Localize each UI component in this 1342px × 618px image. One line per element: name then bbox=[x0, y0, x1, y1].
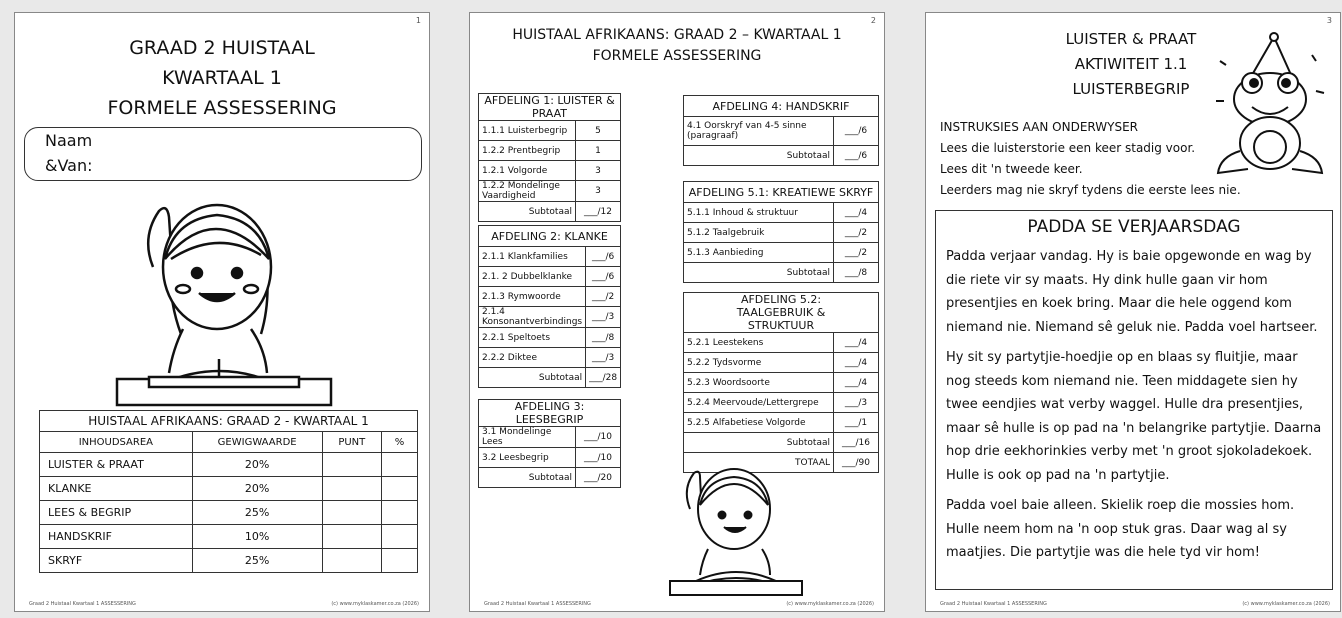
column-header: % bbox=[382, 432, 418, 453]
subtotal-label: Subtotaal bbox=[684, 263, 834, 283]
item-mark[interactable]: ___/6 bbox=[834, 117, 879, 146]
table-row bbox=[479, 161, 621, 181]
item-mark[interactable]: ___/3 bbox=[834, 393, 879, 413]
section-heading: AFDELING 2: KLANKE bbox=[479, 226, 621, 247]
subtotal-label: Subtotaal bbox=[684, 433, 834, 453]
assessment-section bbox=[683, 95, 879, 166]
footer-left: Graad 2 Huistaal Kwartaal 1 ASSESSERING bbox=[29, 601, 136, 607]
item-mark[interactable]: ___/3 bbox=[586, 348, 621, 368]
subtotal-row bbox=[479, 368, 621, 388]
subtotal-row bbox=[684, 433, 879, 453]
item-label: 2.1.1 Klankfamilies bbox=[479, 247, 586, 267]
mark-cell[interactable] bbox=[322, 477, 381, 501]
page-title bbox=[470, 25, 884, 67]
table-row bbox=[479, 267, 621, 287]
assessment-section bbox=[683, 292, 879, 473]
section-heading: AFDELING 1: LUISTER & PRAAT bbox=[479, 94, 621, 121]
section-heading: AFDELING 5.1: KREATIEWE SKRYF bbox=[684, 182, 879, 203]
section-heading: AFDELING 5.2: TAALGEBRUIK & STRUKTUUR bbox=[684, 293, 879, 333]
table-row bbox=[479, 427, 621, 448]
footer-right: (c) www.myklaskamer.co.za (2026) bbox=[786, 601, 874, 607]
story-paragraph: Padda voel baie alleen. Skielik roep die mossies hom. Hulle neem hom na 'n oop stuk gras. Daar wag al sy maatjies. Die partytjie was die hele tyd vir hom! bbox=[946, 498, 1295, 560]
table-row bbox=[684, 413, 879, 433]
summary-table-title: HUISTAAL AFRIKAANS: GRAAD 2 - KWARTAAL 1 bbox=[40, 411, 418, 432]
item-label: 3.2 Leesbegrip bbox=[479, 448, 576, 468]
table-row bbox=[479, 141, 621, 161]
item-label: 4.1 Oorskryf van 4-5 sinne (paragraaf) bbox=[684, 117, 834, 146]
item-label: 1.2.1 Volgorde bbox=[479, 161, 576, 181]
page-3 bbox=[925, 12, 1341, 612]
title-line: AKTIWITEIT 1.1 bbox=[1074, 55, 1188, 73]
item-mark[interactable]: ___/2 bbox=[834, 223, 879, 243]
item-mark[interactable]: ___/4 bbox=[834, 333, 879, 353]
subtotal-label: Subtotaal bbox=[684, 146, 834, 166]
total-label: TOTAAL bbox=[684, 453, 834, 473]
table-row bbox=[40, 525, 418, 549]
subtotal-mark[interactable]: ___/8 bbox=[834, 263, 879, 283]
item-mark[interactable]: 3 bbox=[576, 181, 621, 202]
table-row bbox=[479, 328, 621, 348]
total-mark[interactable]: ___/90 bbox=[834, 453, 879, 473]
subtotal-mark[interactable]: ___/16 bbox=[834, 433, 879, 453]
footer-right: (c) www.myklaskamer.co.za (2026) bbox=[1242, 601, 1330, 607]
page-number: 2 bbox=[870, 16, 876, 25]
name-field-box[interactable] bbox=[24, 127, 422, 181]
item-mark[interactable]: ___/2 bbox=[834, 243, 879, 263]
title-line: GRAAD 2 HUISTAAL bbox=[129, 37, 315, 59]
subtotal-mark[interactable]: ___/28 bbox=[586, 368, 621, 388]
item-mark[interactable]: ___/8 bbox=[586, 328, 621, 348]
area-cell: LEES & BEGRIP bbox=[40, 501, 193, 525]
item-mark[interactable]: ___/6 bbox=[586, 247, 621, 267]
footer-left: Graad 2 Huistaal Kwartaal 1 ASSESSERING bbox=[484, 601, 591, 607]
table-row bbox=[479, 181, 621, 202]
table-row bbox=[40, 453, 418, 477]
assessment-section bbox=[478, 225, 621, 388]
item-mark[interactable]: 3 bbox=[576, 161, 621, 181]
surname-label: &Van: bbox=[45, 156, 93, 175]
column-header: PUNT bbox=[322, 432, 381, 453]
section-heading: AFDELING 4: HANDSKRIF bbox=[684, 96, 879, 117]
subtotal-mark[interactable]: ___/12 bbox=[576, 202, 621, 222]
item-mark[interactable]: ___/4 bbox=[834, 203, 879, 223]
table-row bbox=[479, 287, 621, 307]
item-label: 1.2.2 Mondelinge Vaardigheid bbox=[479, 181, 576, 202]
section-table bbox=[683, 292, 879, 473]
table-row bbox=[479, 121, 621, 141]
page-2 bbox=[469, 12, 885, 612]
section-table bbox=[683, 181, 879, 283]
section-table bbox=[478, 225, 621, 388]
subtotal-row bbox=[684, 146, 879, 166]
assessment-section bbox=[478, 93, 621, 222]
subtotal-mark[interactable]: ___/6 bbox=[834, 146, 879, 166]
mark-cell[interactable] bbox=[322, 549, 381, 573]
item-mark[interactable]: ___/10 bbox=[576, 448, 621, 468]
table-row bbox=[40, 549, 418, 573]
area-cell: KLANKE bbox=[40, 477, 193, 501]
table-row bbox=[40, 501, 418, 525]
subtotal-row bbox=[684, 263, 879, 283]
table-row bbox=[479, 348, 621, 368]
table-row bbox=[684, 243, 879, 263]
item-mark[interactable]: ___/4 bbox=[834, 353, 879, 373]
table-row bbox=[684, 353, 879, 373]
item-mark[interactable]: ___/3 bbox=[586, 307, 621, 328]
item-mark[interactable]: ___/4 bbox=[834, 373, 879, 393]
item-label: 5.2.2 Tydsvorme bbox=[684, 353, 834, 373]
item-label: 3.1 Mondelinge Lees bbox=[479, 427, 576, 448]
item-label: 5.2.1 Leestekens bbox=[684, 333, 834, 353]
weight-cell: 25% bbox=[192, 549, 322, 573]
item-label: 2.2.1 Speltoets bbox=[479, 328, 586, 348]
title-line: FORMELE ASSESSERING bbox=[107, 97, 337, 119]
table-row bbox=[684, 333, 879, 353]
area-cell: LUISTER & PRAAT bbox=[40, 453, 193, 477]
percent-cell[interactable] bbox=[382, 453, 418, 477]
instruction-line: Lees die luisterstorie een keer stadig voor. bbox=[940, 141, 1196, 155]
weight-cell: 20% bbox=[192, 453, 322, 477]
item-label: 1.2.2 Prentbegrip bbox=[479, 141, 576, 161]
teacher-instructions bbox=[940, 117, 1241, 201]
story-paragraph: Padda verjaar vandag. Hy is baie opgewonde en wag by die riete vir sy maats. Hy dink hulle gaan vir hom presentjies en koek bring. Maar die hele oggend kom niemand nie. Niemand sê geluk nie. Padda voel hartseer. bbox=[946, 249, 1318, 335]
item-label: 2.1. 2 Dubbelklanke bbox=[479, 267, 586, 287]
section-table bbox=[478, 399, 621, 488]
table-row bbox=[684, 223, 879, 243]
item-label: 2.1.4 Konsonantverbindings bbox=[479, 307, 586, 328]
item-label: 5.2.4 Meervoude/Lettergrepe bbox=[684, 393, 834, 413]
section-heading: AFDELING 3: LEESBEGRIP bbox=[479, 400, 621, 427]
table-row bbox=[684, 393, 879, 413]
table-row bbox=[684, 373, 879, 393]
mark-cell[interactable] bbox=[322, 453, 381, 477]
page-number: 3 bbox=[1326, 16, 1332, 25]
mark-cell[interactable] bbox=[322, 525, 381, 549]
party-hat bbox=[1252, 37, 1292, 77]
percent-cell[interactable] bbox=[382, 525, 418, 549]
instructions-heading: INSTRUKSIES AAN ONDERWYSER bbox=[940, 120, 1138, 134]
item-label: 2.2.2 Diktee bbox=[479, 348, 586, 368]
page-number: 1 bbox=[415, 16, 421, 25]
title-line: LUISTERBEGRIP bbox=[1072, 80, 1190, 98]
item-mark[interactable]: ___/10 bbox=[576, 427, 621, 448]
mark-cell[interactable] bbox=[322, 501, 381, 525]
section-table bbox=[683, 95, 879, 166]
footer-left: Graad 2 Huistaal Kwartaal 1 ASSESSERING bbox=[940, 601, 1047, 607]
item-mark[interactable]: ___/6 bbox=[586, 267, 621, 287]
item-mark[interactable]: 1 bbox=[576, 141, 621, 161]
name-label: Naam bbox=[45, 131, 93, 150]
weight-cell: 25% bbox=[192, 501, 322, 525]
table-row bbox=[40, 477, 418, 501]
table-row bbox=[479, 448, 621, 468]
item-label: 5.1.1 Inhoud & struktuur bbox=[684, 203, 834, 223]
footer-right: (c) www.myklaskamer.co.za (2026) bbox=[331, 601, 419, 607]
girl-reading-illustration bbox=[666, 459, 806, 599]
area-cell: HANDSKRIF bbox=[40, 525, 193, 549]
subtotal-row bbox=[479, 468, 621, 488]
percent-cell[interactable] bbox=[382, 477, 418, 501]
column-header: INHOUDSAREA bbox=[40, 432, 193, 453]
item-label: 5.1.2 Taalgebruik bbox=[684, 223, 834, 243]
story-paragraph: Hy sit sy partytjie-hoedjie op en blaas sy fluitjie, maar nog steeds kom niemand nie. Teen middagete sien hy twee eendjies wat verby waggel. Hulle dra presentjies, maar sê hulle is op pad na 'n belangrike partytjie. Daarna hop drie eekhorinkies verby met 'n groot sjokoladekoek. Hulle is ook op pad na 'n partytjie. bbox=[946, 350, 1322, 483]
subtotal-label: Subtotaal bbox=[479, 368, 586, 388]
weight-cell: 10% bbox=[192, 525, 322, 549]
item-mark[interactable]: ___/2 bbox=[586, 287, 621, 307]
instruction-line: Leerders mag nie skryf tydens die eerste lees nie. bbox=[940, 183, 1241, 197]
percent-cell[interactable] bbox=[382, 501, 418, 525]
table-row bbox=[479, 307, 621, 328]
item-label: 5.2.3 Woordsoorte bbox=[684, 373, 834, 393]
page-1 bbox=[14, 12, 430, 612]
page-title bbox=[15, 33, 429, 123]
instruction-line: Lees dit 'n tweede keer. bbox=[940, 162, 1083, 176]
assessment-section bbox=[478, 399, 621, 488]
subtotal-label: Subtotaal bbox=[479, 202, 576, 222]
area-cell: SKRYF bbox=[40, 549, 193, 573]
item-mark[interactable]: ___/1 bbox=[834, 413, 879, 433]
title-line: FORMELE ASSESSERING bbox=[592, 48, 762, 64]
table-row bbox=[684, 203, 879, 223]
item-mark[interactable]: 5 bbox=[576, 121, 621, 141]
subtotal-row bbox=[479, 202, 621, 222]
story-box bbox=[935, 210, 1333, 590]
column-header: GEWIGWAARDE bbox=[192, 432, 322, 453]
item-label: 1.1.1 Luisterbegrip bbox=[479, 121, 576, 141]
summary-table bbox=[39, 410, 418, 573]
table-row bbox=[684, 117, 879, 146]
story-title: PADDA SE VERJAARSDAG bbox=[1027, 217, 1241, 237]
percent-cell[interactable] bbox=[382, 549, 418, 573]
item-label: 2.1.3 Rymwoorde bbox=[479, 287, 586, 307]
girl-reading-illustration bbox=[113, 189, 337, 411]
title-line: KWARTAAL 1 bbox=[162, 67, 282, 89]
item-label: 5.1.3 Aanbieding bbox=[684, 243, 834, 263]
table-row bbox=[479, 247, 621, 267]
subtotal-mark[interactable]: ___/20 bbox=[576, 468, 621, 488]
item-label: 5.2.5 Alfabetiese Volgorde bbox=[684, 413, 834, 433]
section-table bbox=[478, 93, 621, 222]
weight-cell: 20% bbox=[192, 477, 322, 501]
subtotal-label: Subtotaal bbox=[479, 468, 576, 488]
title-line: LUISTER & PRAAT bbox=[1065, 30, 1197, 48]
title-line: HUISTAAL AFRIKAANS: GRAAD 2 – KWARTAAL 1 bbox=[512, 27, 842, 43]
assessment-section bbox=[683, 181, 879, 283]
